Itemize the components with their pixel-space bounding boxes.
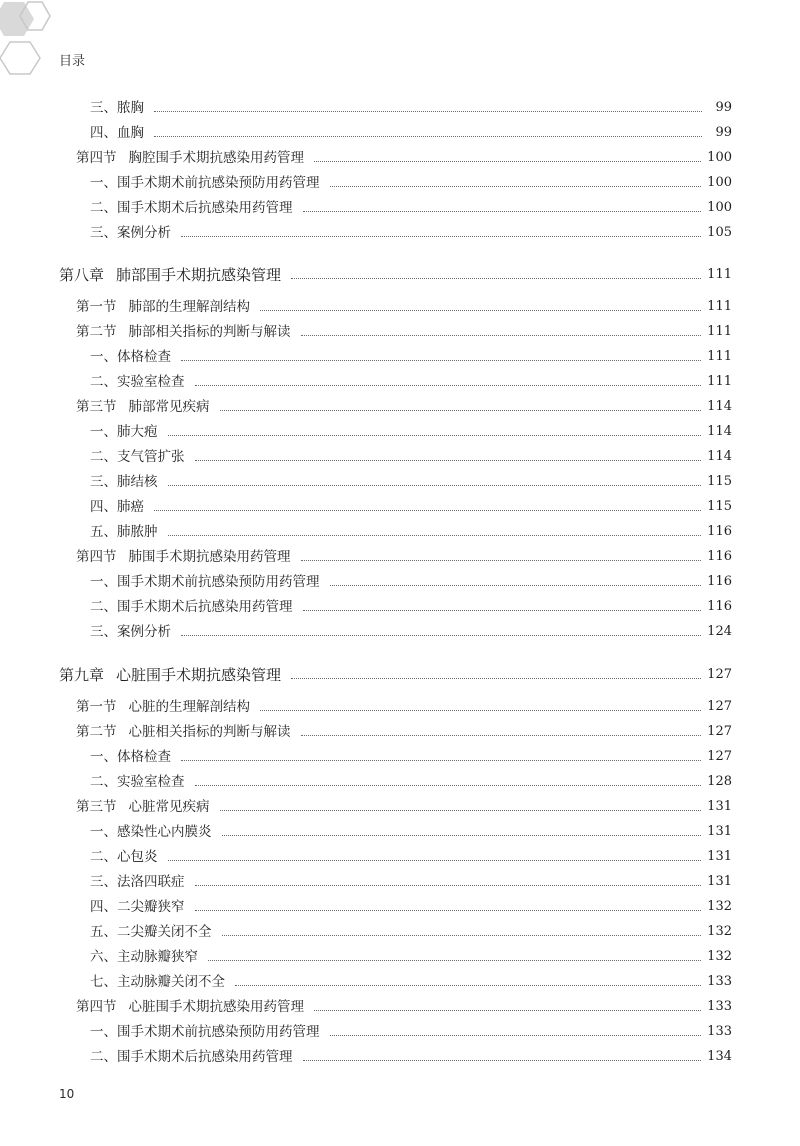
toc-entry[interactable] <box>90 822 732 842</box>
toc-entry[interactable] <box>90 198 732 218</box>
toc-entry-page: 105 <box>707 225 732 240</box>
toc-entry-title: 二、围手术期术后抗感染用药管理 <box>90 200 293 216</box>
toc-entry-page: 111 <box>707 299 732 314</box>
toc-entry-page: 127 <box>707 699 732 714</box>
toc-entry[interactable] <box>90 922 732 942</box>
toc-entry-title: 二、支气管扩张 <box>90 449 185 465</box>
toc-entry[interactable] <box>90 422 732 442</box>
dot-leader <box>291 677 701 679</box>
toc-section-title: 心脏围手术期抗感染用药管理 <box>128 999 304 1015</box>
toc-entry-page: 116 <box>707 524 732 539</box>
toc-section-title: 肺部的生理解剖结构 <box>128 299 250 315</box>
page-number: 10 <box>59 1087 75 1101</box>
toc-entry-page: 132 <box>707 924 732 939</box>
toc-entry[interactable] <box>90 522 732 542</box>
toc-entry[interactable] <box>90 173 732 193</box>
toc-entry-title: 一、围手术期术前抗感染预防用药管理 <box>90 574 320 590</box>
toc-entry-title: 三、脓胸 <box>90 100 144 116</box>
toc-entry-page: 133 <box>707 1024 732 1039</box>
dot-leader <box>181 235 701 237</box>
toc-section[interactable] <box>76 547 732 567</box>
toc-section[interactable] <box>76 322 732 342</box>
dot-leader <box>222 834 702 836</box>
toc-entry[interactable] <box>90 123 732 143</box>
toc-chapter[interactable] <box>59 665 732 685</box>
toc-entry-page: 116 <box>707 549 732 564</box>
dot-leader <box>291 277 701 279</box>
toc-chapter-number: 第九章 <box>59 666 105 684</box>
toc-section[interactable] <box>76 697 732 717</box>
dot-leader <box>314 1009 701 1011</box>
toc-entry-page: 116 <box>707 574 732 589</box>
toc-section[interactable] <box>76 148 732 168</box>
toc-entry-page: 111 <box>707 267 732 282</box>
toc-entry-page: 116 <box>707 599 732 614</box>
toc-entry[interactable] <box>90 772 732 792</box>
dot-leader <box>168 534 702 536</box>
toc-entry-title: 一、体格检查 <box>90 349 171 365</box>
toc-section[interactable] <box>76 297 732 317</box>
dot-leader <box>220 809 702 811</box>
dot-leader <box>314 160 701 162</box>
toc-entry-title: 二、实验室检查 <box>90 374 185 390</box>
toc-entry-title: 三、法洛四联症 <box>90 874 185 890</box>
toc-entry-page: 131 <box>707 874 732 889</box>
toc-section-number: 第二节 <box>76 724 117 740</box>
toc-entry-title: 一、围手术期术前抗感染预防用药管理 <box>90 175 320 191</box>
toc-entry-title: 一、围手术期术前抗感染预防用药管理 <box>90 1024 320 1040</box>
toc-entry-page: 131 <box>707 799 732 814</box>
dot-leader <box>303 609 702 611</box>
dot-leader <box>220 409 702 411</box>
toc-section-title: 肺围手术期抗感染用药管理 <box>128 549 291 565</box>
toc-section-number: 第四节 <box>76 999 117 1015</box>
dot-leader <box>303 1059 702 1061</box>
dot-leader <box>181 759 701 761</box>
toc-section[interactable] <box>76 397 732 417</box>
toc-entry-page: 124 <box>707 624 732 639</box>
toc-entry-page: 127 <box>707 749 732 764</box>
toc-section-title: 心脏常见疾病 <box>128 799 210 815</box>
toc-entry[interactable] <box>90 98 732 118</box>
dot-leader <box>235 984 701 986</box>
toc-entry[interactable] <box>90 847 732 867</box>
dot-leader <box>260 709 701 711</box>
toc-entry-title: 二、围手术期术后抗感染用药管理 <box>90 599 293 615</box>
toc-entry[interactable] <box>90 447 732 467</box>
dot-leader <box>154 135 702 137</box>
toc-entry-page: 114 <box>707 424 732 439</box>
toc-entry-page: 127 <box>707 724 732 739</box>
toc-entry-page: 115 <box>707 499 732 514</box>
dot-leader <box>303 210 702 212</box>
dot-leader <box>195 384 702 386</box>
toc-entry[interactable] <box>90 947 732 967</box>
toc-entry-page: 99 <box>715 100 732 115</box>
toc-entry-page: 133 <box>707 974 732 989</box>
toc-entry-title: 五、二尖瓣关闭不全 <box>90 924 212 940</box>
toc-entry-title: 四、肺癌 <box>90 499 144 515</box>
toc-entry[interactable] <box>90 622 732 642</box>
dot-leader <box>301 559 702 561</box>
toc-entry-title: 一、感染性心内膜炎 <box>90 824 212 840</box>
toc-entry[interactable] <box>90 1047 732 1067</box>
toc-entry-page: 100 <box>707 175 732 190</box>
dot-leader <box>208 959 701 961</box>
dot-leader <box>181 359 701 361</box>
dot-leader <box>154 509 701 511</box>
toc-section[interactable] <box>76 797 732 817</box>
dot-leader <box>301 334 702 336</box>
toc-entry[interactable] <box>90 223 732 243</box>
dot-leader <box>330 185 702 187</box>
toc-entry[interactable] <box>90 872 732 892</box>
toc-entry-page: 111 <box>707 324 732 339</box>
toc-entry-title: 四、二尖瓣狭窄 <box>90 899 185 915</box>
toc-entry-title: 四、血胸 <box>90 125 144 141</box>
toc-entry-title: 三、肺结核 <box>90 474 158 490</box>
toc-entry-title: 一、体格检查 <box>90 749 171 765</box>
toc-section-number: 第二节 <box>76 324 117 340</box>
toc-chapter-title: 肺部围手术期抗感染管理 <box>116 266 282 284</box>
dot-leader <box>154 110 702 112</box>
dot-leader <box>195 884 702 886</box>
toc-chapter-number: 第八章 <box>59 266 105 284</box>
toc-chapter[interactable] <box>59 265 732 285</box>
toc-entry-page: 111 <box>707 374 732 389</box>
toc-entry[interactable] <box>90 597 732 617</box>
toc-entry[interactable] <box>90 897 732 917</box>
toc-entry-page: 115 <box>707 474 732 489</box>
toc-section-title: 心脏的生理解剖结构 <box>128 699 250 715</box>
toc-entry-page: 131 <box>707 849 732 864</box>
toc-section-number: 第一节 <box>76 699 117 715</box>
toc-section-title: 心脏相关指标的判断与解读 <box>128 724 291 740</box>
toc-entry-page: 100 <box>707 150 732 165</box>
toc-entry-page: 134 <box>707 1049 732 1064</box>
dot-leader <box>260 309 701 311</box>
toc-entry-page: 127 <box>707 667 732 682</box>
toc-entry-page: 114 <box>707 449 732 464</box>
toc-entry[interactable] <box>90 372 732 392</box>
toc-entry-page: 132 <box>707 899 732 914</box>
toc-entry-title: 三、案例分析 <box>90 624 171 640</box>
toc-section-number: 第四节 <box>76 150 117 166</box>
dot-leader <box>168 434 702 436</box>
dot-leader <box>168 859 702 861</box>
toc-entry[interactable] <box>90 972 732 992</box>
dot-leader <box>195 909 702 911</box>
dot-leader <box>195 459 702 461</box>
toc-entry-title: 七、主动脉瓣关闭不全 <box>90 974 225 990</box>
dot-leader <box>168 484 702 486</box>
dot-leader <box>195 784 702 786</box>
dot-leader <box>222 934 702 936</box>
toc-entry-page: 131 <box>707 824 732 839</box>
toc-section-title: 肺部相关指标的判断与解读 <box>128 324 291 340</box>
dot-leader <box>330 584 702 586</box>
toc-section-number: 第三节 <box>76 799 117 815</box>
toc-section[interactable] <box>76 722 732 742</box>
toc-entry[interactable] <box>90 572 732 592</box>
toc-entry-page: 132 <box>707 949 732 964</box>
toc-entry-page: 99 <box>715 125 732 140</box>
running-header-title: 目录 <box>59 54 86 69</box>
toc-entry-page: 114 <box>707 399 732 414</box>
toc-entry[interactable] <box>90 347 732 367</box>
toc-section[interactable] <box>76 997 732 1017</box>
dot-leader <box>181 634 701 636</box>
toc-entry-title: 五、肺脓肿 <box>90 524 158 540</box>
toc-section-number: 第四节 <box>76 549 117 565</box>
toc-entry-page: 128 <box>707 774 732 789</box>
toc-entry-page: 111 <box>707 349 732 364</box>
toc-entry-page: 100 <box>707 200 732 215</box>
dot-leader <box>330 1034 702 1036</box>
toc-entry[interactable] <box>90 497 732 517</box>
toc-section-title: 肺部常见疾病 <box>128 399 210 415</box>
toc-section-title: 胸腔围手术期抗感染用药管理 <box>128 150 304 166</box>
toc-entry-page: 133 <box>707 999 732 1014</box>
toc-entry-title: 二、实验室检查 <box>90 774 185 790</box>
hexagon-decoration-icon <box>0 0 70 90</box>
toc-entry-title: 二、围手术期术后抗感染用药管理 <box>90 1049 293 1065</box>
toc-entry-title: 三、案例分析 <box>90 225 171 241</box>
dot-leader <box>301 734 702 736</box>
toc-entry[interactable] <box>90 1022 732 1042</box>
toc-section-number: 第一节 <box>76 299 117 315</box>
toc-entry-title: 一、肺大疱 <box>90 424 158 440</box>
toc-section-number: 第三节 <box>76 399 117 415</box>
toc-entry-title: 六、主动脉瓣狭窄 <box>90 949 198 965</box>
toc-entry-title: 二、心包炎 <box>90 849 158 865</box>
toc-entry[interactable] <box>90 747 732 767</box>
toc-entry[interactable] <box>90 472 732 492</box>
toc-chapter-title: 心脏围手术期抗感染管理 <box>116 666 282 684</box>
